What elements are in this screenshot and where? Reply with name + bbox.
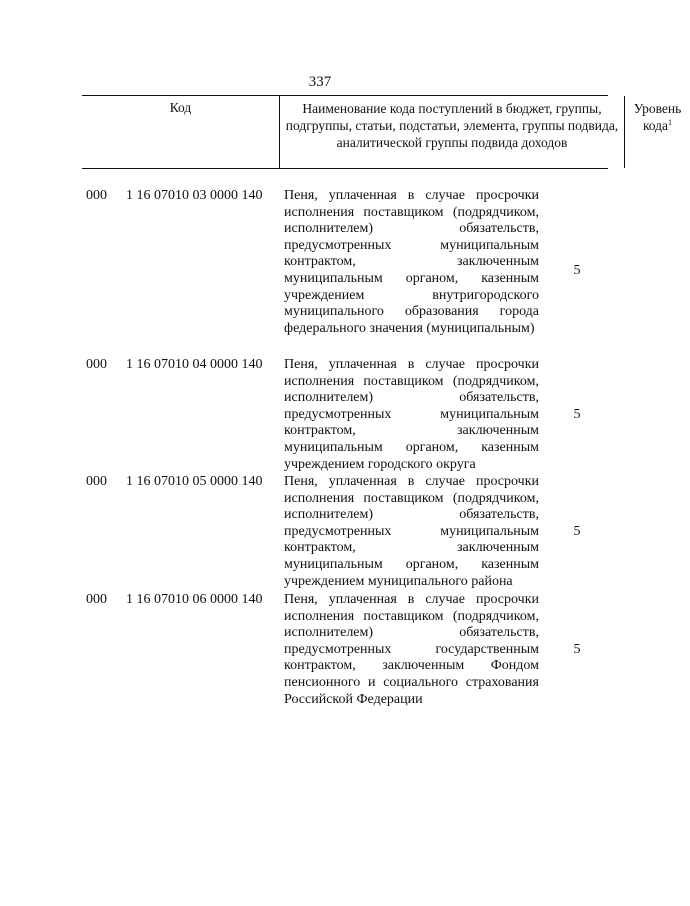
row-level: 5 (573, 524, 581, 539)
header-level-footnote: 1 (668, 118, 673, 127)
row-name: Пеня, уплаченная в случае просрочки исполнения поставщиком (подрядчиком, исполнителем) обязательств, предусмотренных государственным контрактом, заключенным Фондом пенсионного и социального страхования Российской Федерации (284, 592, 539, 707)
header-code: Код (169, 100, 192, 115)
header-level (625, 96, 690, 168)
row-name: Пеня, уплаченная в случае просрочки исполнения поставщиком (подрядчиком, исполнителем) обязательств, предусмотренных муниципальным контрактом, заключенным муниципальным органом, казенным учреждением городского округа (284, 357, 539, 472)
table-header (82, 95, 682, 169)
row-level: 5 (573, 407, 581, 422)
row-code: 1 16 07010 03 0000 140 (126, 188, 263, 203)
row-level: 5 (573, 642, 581, 657)
row-code: 1 16 07010 05 0000 140 (126, 474, 263, 489)
page-number: 337 (308, 74, 332, 90)
row-admin-code: 000 (86, 474, 107, 489)
row-level: 5 (573, 263, 581, 278)
row-name: Пеня, уплаченная в случае просрочки исполнения поставщиком (подрядчиком, исполнителем) обязательств, предусмотренных муниципальным контрактом, заключенным муниципальным органом, казенным учреждением муниципального района (284, 474, 539, 589)
header-name: Наименование кода поступлений в бюджет, группы, подгруппы, статьи, подстатьи, элемента, группы подвида, аналитической группы подвида доходов (279, 96, 625, 168)
row-admin-code: 000 (86, 357, 107, 372)
row-admin-code: 000 (86, 188, 107, 203)
row-name: Пеня, уплаченная в случае просрочки исполнения поставщиком (подрядчиком, исполнителем) обязательств, предусмотренных муниципальным контрактом, заключенным муниципальным органом, казенным учреждением внутригородского муниципального образования города федерального значения (муниципальным) (284, 188, 539, 336)
header-level-label: Уровень кода (633, 101, 682, 133)
row-admin-code: 000 (86, 592, 107, 607)
row-code: 1 16 07010 04 0000 140 (126, 357, 263, 372)
row-code: 1 16 07010 06 0000 140 (126, 592, 263, 607)
